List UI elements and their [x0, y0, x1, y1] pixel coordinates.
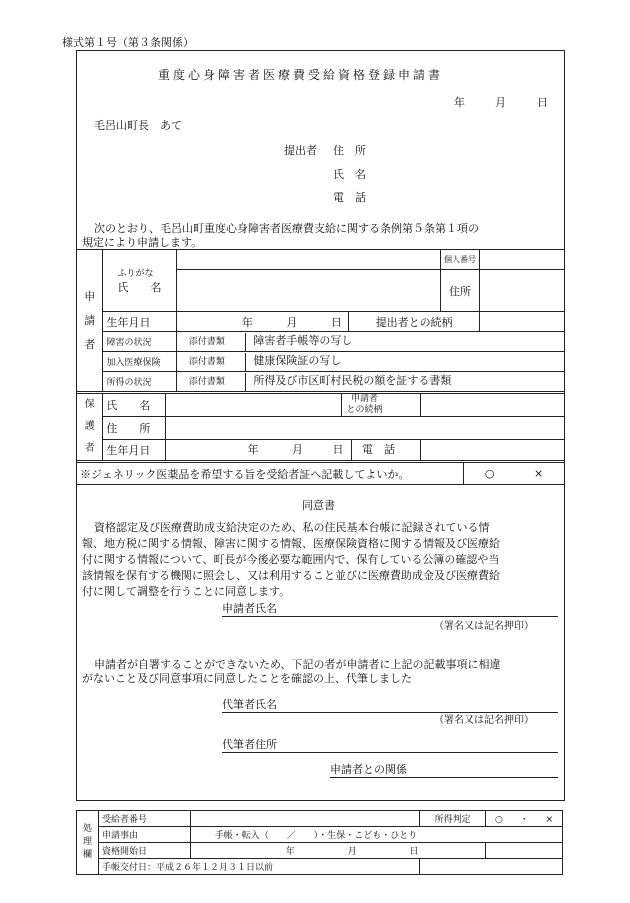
disability-attach-doc: 障害者手帳等の写し [253, 334, 353, 347]
disability-attach-label: 添付書類 [177, 333, 246, 351]
generic-no-option[interactable]: × [533, 467, 544, 480]
consent-line-2: 報、地方税に関する情報、障害に関する情報、医療保険資格に関する情報及び医療給 [82, 537, 500, 550]
reason-value: 手帳・転入（ ／ ）・生保・こども・ひとり [190, 827, 562, 843]
submitter-address-label: 住 所 [333, 144, 366, 157]
guardian-phone-field[interactable] [420, 439, 564, 460]
guardian-birthdate-field[interactable] [166, 439, 420, 460]
generic-question: ※ジェネリック医薬品を希望する旨を受給者証へ記載してよいか。 [77, 463, 464, 485]
guardian-name-field[interactable] [166, 394, 420, 417]
guardian-address-field[interactable] [166, 417, 565, 439]
applicant-section-label [77, 250, 103, 392]
relationship-label: 提出者との続柄 [348, 312, 479, 332]
furigana-label: ふりがな [117, 269, 154, 279]
start-date-extra [486, 843, 563, 859]
generic-yes-option[interactable]: ○ [484, 467, 495, 480]
form-label: 様式第１号（第３条関係） [62, 36, 194, 49]
start-date-year: 年 [285, 847, 295, 857]
income-judgement-dot: ・ [519, 815, 529, 825]
proxy-name-label: 代筆者氏名 [222, 698, 277, 711]
generic-options [464, 463, 565, 485]
date-day-label: 日 [537, 96, 548, 109]
proxy-line-1: 申請者が自署することができないため、下記の者が申請者に上記の記載事項に相違 [94, 658, 501, 671]
office-note: 手帳交付日：平成２６年１２月３１日以前 [98, 859, 419, 875]
disability-status-label: 障害の状況 [103, 332, 176, 352]
insurance-label: 加入医療保険 [103, 352, 176, 372]
guardian-birth-year: 年 [247, 442, 259, 456]
guardian-birth-month: 月 [291, 442, 303, 456]
insurance-attach-cell [176, 352, 564, 372]
proxy-line-2: がないこと及び同意事項に同意したことを確認の上、代筆しました [82, 672, 412, 685]
signer-name-label: 申請者氏名 [222, 602, 277, 615]
guardian-relation-label [341, 394, 386, 416]
insurance-attach-doc: 健康保険証の写し [253, 354, 342, 367]
guardian-relation-field[interactable] [420, 394, 564, 417]
consent-title: 同意書 [302, 499, 335, 512]
proxy-sign-note: （署名又は記名押印） [434, 715, 534, 726]
applicant-address-label: 住所 [440, 270, 480, 312]
applicant-name-label-cell [103, 250, 176, 312]
recipient-number-field[interactable] [190, 811, 419, 827]
recipient-number-label: 受給者番号 [98, 811, 190, 827]
income-judgement-options [486, 811, 563, 827]
birthdate-field[interactable] [176, 312, 348, 332]
office-char-2: 理 [82, 837, 92, 847]
proxy-address-line[interactable] [222, 736, 558, 753]
relationship-field[interactable] [480, 312, 565, 332]
generic-table [76, 462, 565, 485]
income-attach-cell [176, 372, 564, 392]
applicant-table [76, 249, 565, 392]
start-date-month: 月 [347, 847, 357, 857]
office-section-label [77, 811, 99, 875]
income-judgement-circle[interactable]: ○ [494, 815, 503, 825]
start-date-label: 資格開始日 [98, 843, 190, 859]
guardian-table [76, 393, 565, 461]
start-date-field[interactable] [190, 843, 485, 859]
applicant-char-2: 請 [84, 313, 96, 327]
applicant-char-1: 申 [84, 289, 96, 303]
proxy-address-label: 代筆者住所 [222, 738, 277, 751]
income-judgement-label: 所得判定 [420, 811, 486, 827]
guardian-char-1: 保 [84, 399, 95, 410]
submitter-label: 提出者 [284, 144, 317, 157]
income-attach-label: 添付書類 [177, 373, 246, 391]
guardian-char-3: 者 [84, 443, 95, 454]
guardian-birthdate-label: 生年月日 [103, 439, 166, 460]
personal-number-label: 個人番号 [440, 250, 480, 270]
signer-sign-note: （署名又は記名押印） [434, 621, 534, 632]
income-attach-doc: 所得及び市区町村民税の額を証する書類 [253, 374, 452, 387]
guardian-phone-label: 電 話 [351, 440, 395, 460]
addressee: 毛呂山町長 あて [94, 119, 182, 132]
applicant-char-3: 者 [84, 337, 96, 351]
birthdate-day: 日 [330, 315, 342, 329]
form-title: 重度心身障害者医療費受給資格登録申請書 [158, 68, 444, 82]
personal-number-field[interactable] [480, 250, 565, 270]
guardian-relation-label-1: 申請者 [350, 394, 378, 405]
office-char-3: 欄 [82, 850, 92, 860]
birthdate-label: 生年月日 [103, 312, 176, 332]
reason-label: 申請事由 [98, 827, 190, 843]
consent-line-4: 該情報を保有する機関に照会し、又は利用すること並びに医療費助成金及び医療費給 [82, 569, 500, 582]
intro-line-2: 規定により申請します。 [82, 236, 203, 249]
consent-line-1: 資格認定及び医療費助成支給決定のため、私の住民基本台帳に記録されている情 [94, 521, 490, 534]
guardian-section-label [77, 394, 103, 461]
income-judgement-cross[interactable]: × [545, 815, 554, 825]
applicant-name-field[interactable] [176, 270, 440, 312]
guardian-address-label: 住 所 [103, 417, 166, 439]
office-note-extra [420, 859, 563, 875]
guardian-relation-label-2: との続柄 [346, 405, 383, 416]
insurance-attach-label: 添付書類 [177, 353, 246, 371]
office-table [76, 810, 563, 875]
consent-line-5: 付に関して調整を行うことに同意します。 [82, 585, 291, 598]
proxy-relation-label: 申請者との関係 [330, 763, 407, 776]
disability-attach-cell [176, 332, 564, 352]
applicant-address-field[interactable] [480, 270, 565, 312]
date-month-label: 月 [495, 96, 506, 109]
birthdate-month: 月 [286, 315, 298, 329]
proxy-relation-line[interactable] [330, 761, 558, 778]
guardian-name-label: 氏 名 [103, 394, 166, 417]
submitter-phone-label: 電 話 [333, 191, 366, 204]
guardian-birth-day: 日 [332, 442, 344, 456]
furigana-field[interactable] [176, 250, 440, 270]
guardian-char-2: 護 [84, 421, 95, 432]
submitter-name-label: 氏 名 [333, 168, 366, 181]
signer-name-line[interactable] [222, 600, 558, 617]
income-status-label: 所得の状況 [103, 372, 176, 392]
consent-line-3: 付に関する情報について、町長が今後必要な範囲内で、保有している公簿の確認や当 [82, 553, 500, 566]
start-date-day: 日 [409, 847, 419, 857]
intro-line-1: 次のとおり、毛呂山町重度心身障害者医療費支給に関する条例第５条第１項の [94, 222, 479, 235]
birthdate-year: 年 [241, 315, 253, 329]
office-char-1: 処 [82, 824, 92, 834]
date-year-label: 年 [454, 96, 465, 109]
applicant-name-label: 氏 名 [117, 281, 162, 294]
